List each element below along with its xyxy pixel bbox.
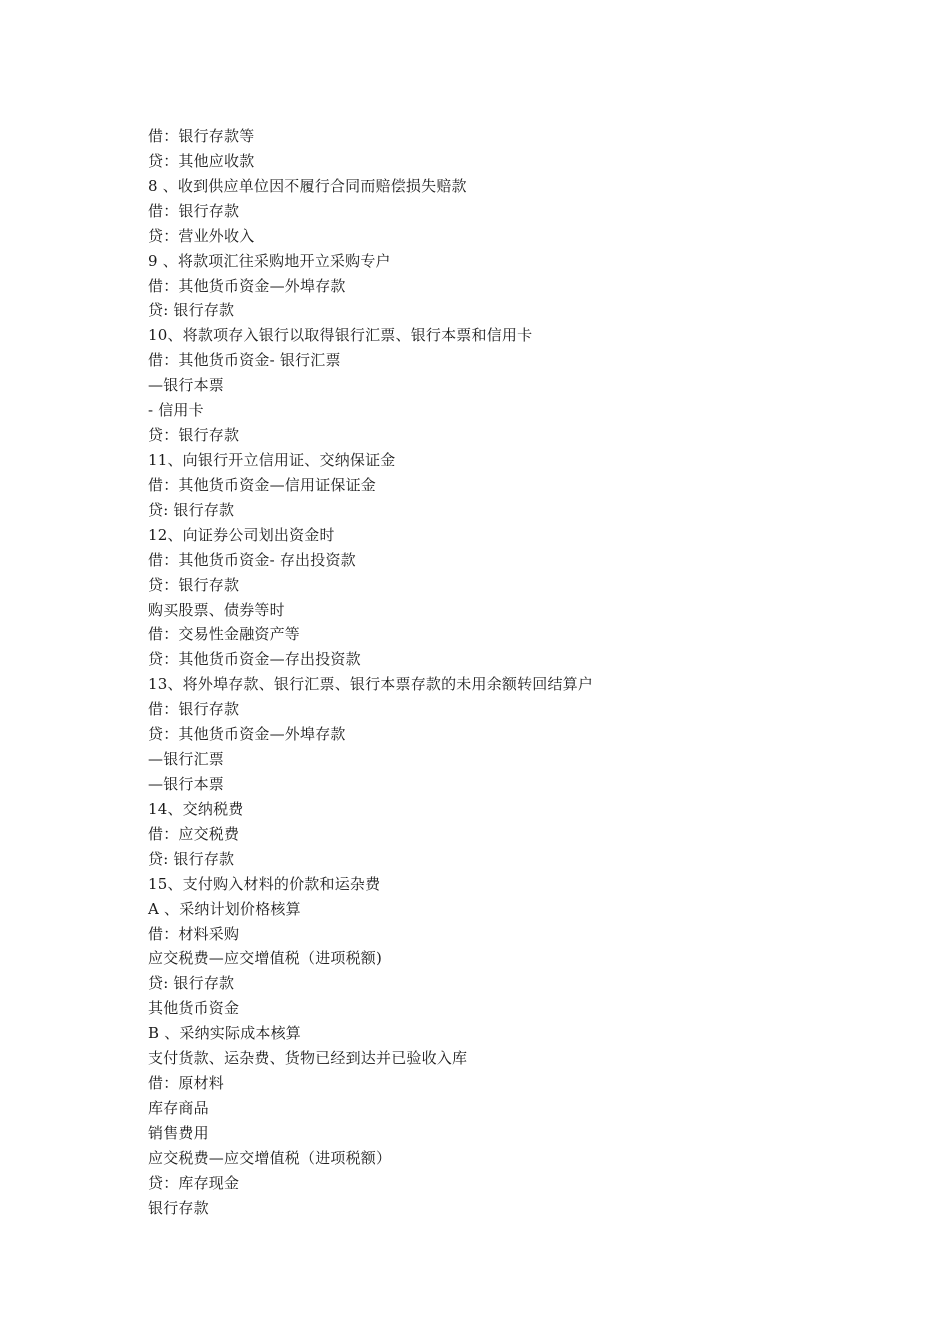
document-body bbox=[148, 124, 848, 1221]
text-line: 9 、将款项汇往采购地开立采购专户 bbox=[148, 251, 391, 270]
text-line: 贷：库存现金 bbox=[148, 1173, 240, 1192]
text-line: 11、向银行开立信用证、交纳保证金 bbox=[148, 450, 396, 469]
text-line: 应交税费—应交增值税（进项税额) bbox=[148, 949, 383, 968]
text-line: —银行本票 bbox=[148, 376, 225, 395]
text-line: B 、采纳实际成本核算 bbox=[148, 1024, 301, 1043]
text-line: 贷：其他货币资金—存出投资款 bbox=[148, 650, 361, 669]
text-line: 贷：银行存款 bbox=[148, 575, 240, 594]
text-line: 贷：其他应收款 bbox=[148, 151, 255, 170]
text-line: 银行存款 bbox=[148, 1198, 209, 1217]
text-line: 借：银行存款等 bbox=[148, 127, 255, 145]
text-line: 借：材料采购 bbox=[148, 924, 240, 943]
text-line: —银行本票 bbox=[148, 774, 225, 793]
text-line: 借：其他货币资金- 存出投资款 bbox=[148, 550, 356, 569]
text-line: 借：银行存款 bbox=[148, 201, 240, 220]
text-line: 销售费用 bbox=[148, 1123, 209, 1142]
text-line: 13、将外埠存款、银行汇票、银行本票存款的未用余额转回结算户 bbox=[148, 675, 594, 694]
text-line: 借：银行存款 bbox=[148, 700, 240, 719]
text-line: 贷：其他货币资金—外埠存款 bbox=[148, 725, 346, 744]
text-line: 借：应交税费 bbox=[148, 824, 240, 843]
text-line: 应交税费—应交增值税（进项税额） bbox=[148, 1148, 392, 1167]
text-line: 贷: 银行存款 bbox=[148, 974, 235, 993]
text-line: - 信用卡 bbox=[148, 401, 204, 420]
text-line: 14、交纳税费 bbox=[148, 799, 244, 818]
text-line: 8 、收到供应单位因不履行合同而赔偿损失赔款 bbox=[148, 176, 467, 195]
text-line: 借：原材料 bbox=[148, 1074, 225, 1093]
text-line: 贷: 银行存款 bbox=[148, 301, 235, 320]
text-line: 购买股票、债券等时 bbox=[148, 600, 285, 619]
text-line: 借：其他货币资金—信用证保证金 bbox=[148, 475, 377, 494]
text-line: 贷: 银行存款 bbox=[148, 500, 235, 519]
text-line: 库存商品 bbox=[148, 1098, 209, 1117]
text-line: —银行汇票 bbox=[148, 750, 225, 769]
text-line: 12、向证券公司划出资金时 bbox=[148, 525, 335, 544]
text-line: A 、采纳计划价格核算 bbox=[148, 899, 301, 918]
text-line: 借：其他货币资金- 银行汇票 bbox=[148, 351, 341, 370]
text-line: 10、将款项存入银行以取得银行汇票、银行本票和信用卡 bbox=[148, 326, 533, 345]
text-line: 支付货款、运杂费、货物已经到达并已验收入库 bbox=[148, 1049, 468, 1068]
text-line: 其他货币资金 bbox=[148, 999, 240, 1018]
text-line: 借：交易性金融资产等 bbox=[148, 625, 301, 644]
text-line: 贷: 银行存款 bbox=[148, 849, 235, 868]
text-line: 贷：银行存款 bbox=[148, 426, 240, 445]
text-line: 贷：营业外收入 bbox=[148, 226, 255, 245]
text-line: 15、支付购入材料的价款和运杂费 bbox=[148, 874, 381, 893]
text-line: 借：其他货币资金—外埠存款 bbox=[148, 276, 346, 295]
